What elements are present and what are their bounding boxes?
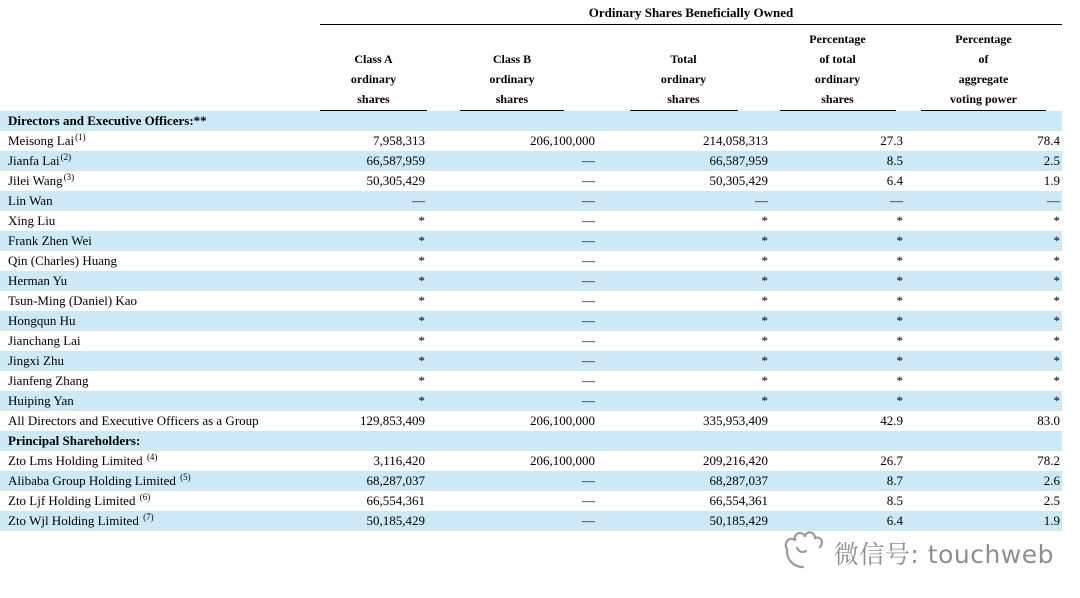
cell-value: *	[418, 353, 425, 368]
cell-value: 6.4	[886, 173, 903, 188]
cell-value	[597, 111, 770, 131]
cell-value: *	[1053, 373, 1060, 388]
cell-value: 1.9	[1043, 173, 1060, 188]
cell-value: 8.7	[886, 473, 903, 488]
cell-value	[905, 111, 1062, 131]
table-row	[0, 271, 1062, 291]
cell-value: *	[1053, 273, 1060, 288]
watermark-text: 微信号: touchweb	[833, 539, 1054, 569]
cell-value	[905, 431, 1062, 451]
cell-value: 26.7	[880, 453, 903, 468]
footnote-marker: (5)	[180, 471, 191, 482]
table-row	[0, 191, 1062, 211]
table-header	[0, 0, 1062, 111]
cell-value: —	[582, 293, 595, 308]
table-row	[0, 391, 1062, 411]
cell-value: 78.4	[1037, 133, 1060, 148]
table-row	[0, 431, 1062, 451]
cell-value: —	[582, 373, 595, 388]
table-row	[0, 331, 1062, 351]
cell-value: —	[582, 473, 595, 488]
cell-value: *	[896, 393, 903, 408]
table-row	[0, 311, 1062, 331]
cell-value: *	[761, 253, 768, 268]
cell-value: —	[755, 193, 768, 208]
table-row	[0, 171, 1062, 191]
table-row	[0, 471, 1062, 491]
cell-value: 6.4	[886, 513, 903, 528]
table-row	[0, 351, 1062, 371]
cell-value: —	[582, 393, 595, 408]
row-label: Jianchang Lai	[8, 333, 81, 348]
cell-value: *	[761, 393, 768, 408]
row-label: Huiping Yan	[8, 393, 74, 408]
cell-value	[770, 111, 905, 131]
cell-value: *	[896, 293, 903, 308]
cell-value: *	[761, 213, 768, 228]
row-label: All Directors and Executive Officers as a Group	[8, 413, 259, 428]
cell-value: *	[896, 333, 903, 348]
cell-value: —	[412, 193, 425, 208]
cell-value: *	[418, 333, 425, 348]
footnote-marker: (4)	[146, 451, 158, 462]
cell-value: *	[1053, 213, 1060, 228]
cell-value: 2.5	[1043, 493, 1060, 508]
cell-value: —	[1047, 193, 1060, 208]
row-label: Lin Wan	[8, 193, 53, 208]
table-row	[0, 231, 1062, 251]
cell-value: —	[582, 513, 595, 528]
cell-value: *	[418, 253, 425, 268]
cell-value: *	[418, 313, 425, 328]
cell-value: 8.5	[886, 493, 903, 508]
cell-value: 129,853,409	[360, 413, 425, 428]
cell-value: 8.5	[886, 153, 903, 168]
row-label: Jingxi Zhu	[8, 353, 64, 368]
cell-value: —	[582, 493, 595, 508]
cell-value: *	[761, 313, 768, 328]
cell-value: *	[1053, 393, 1060, 408]
cell-value: *	[1053, 253, 1060, 268]
cell-value: 7,958,313	[373, 133, 425, 148]
table-row	[0, 251, 1062, 271]
cell-value: *	[896, 353, 903, 368]
cell-value	[320, 431, 427, 451]
cell-value: *	[761, 233, 768, 248]
watermark	[780, 528, 1054, 577]
table-row	[0, 371, 1062, 391]
cell-value: —	[582, 273, 595, 288]
row-label: Alibaba Group Holding Limited $^{(5)}$	[8, 471, 191, 488]
cell-value: —	[582, 233, 595, 248]
cell-value	[320, 111, 427, 131]
cell-value: 50,185,429	[366, 513, 425, 528]
cell-value: *	[761, 373, 768, 388]
cell-value: 78.2	[1037, 453, 1060, 468]
cell-value: *	[418, 213, 425, 228]
row-label: Hongqun Hu	[8, 313, 76, 328]
cell-value: *	[418, 293, 425, 308]
cell-value: —	[582, 173, 595, 188]
cell-value: 83.0	[1037, 413, 1060, 428]
cell-value: —	[582, 213, 595, 228]
cell-value: 50,305,429	[709, 173, 768, 188]
footnote-marker: (2)	[60, 151, 72, 162]
cell-value: *	[896, 253, 903, 268]
row-label: Tsun-Ming (Daniel) Kao	[8, 293, 138, 308]
cell-value: 42.9	[880, 413, 903, 428]
cell-value: 209,216,420	[703, 453, 768, 468]
row-label: Xing Liu	[8, 213, 56, 228]
row-label: Zto Lms Holding Limited $^{(4)}$	[8, 451, 158, 468]
cell-value	[597, 431, 770, 451]
cell-value: *	[896, 273, 903, 288]
cell-value	[427, 111, 597, 131]
footnote-marker: (6)	[139, 491, 151, 502]
cell-value: *	[1053, 293, 1060, 308]
cell-value: *	[896, 213, 903, 228]
cell-value: *	[1053, 353, 1060, 368]
table-row	[0, 131, 1062, 151]
cell-value: 50,305,429	[366, 173, 425, 188]
cell-value: 68,287,037	[709, 473, 768, 488]
cell-value: 3,116,420	[373, 453, 425, 468]
row-label: Qin (Charles) Huang	[8, 253, 118, 268]
cell-value: 206,100,000	[530, 413, 595, 428]
cell-value: —	[582, 253, 595, 268]
cell-value: *	[418, 233, 425, 248]
cell-value: —	[582, 333, 595, 348]
table-row	[0, 451, 1062, 471]
row-label: Meisong Lai$^{(1)}$	[8, 131, 86, 148]
row-label: Jilei Wang$^{(3)}$	[8, 171, 75, 188]
cell-value: *	[896, 313, 903, 328]
table-row	[0, 291, 1062, 311]
cell-value: 27.3	[880, 133, 903, 148]
footnote-marker: (3)	[63, 171, 75, 182]
row-label: Directors and Executive Officers:**	[8, 113, 207, 128]
cell-value: 66,587,959	[366, 153, 425, 168]
cell-value: *	[761, 293, 768, 308]
cell-value: 66,587,959	[709, 153, 768, 168]
cell-value: —	[582, 153, 595, 168]
cell-value: —	[582, 193, 595, 208]
column-header: Percentage of aggregate voting power	[905, 27, 1062, 111]
cell-value: 214,058,313	[703, 133, 768, 148]
cell-value: —	[582, 353, 595, 368]
footnote-marker: (1)	[75, 131, 86, 142]
column-headers	[320, 27, 1062, 111]
row-label: Jianfeng Zhang	[8, 373, 89, 388]
cell-value: *	[418, 273, 425, 288]
cell-value: *	[1053, 333, 1060, 348]
cell-value	[427, 431, 597, 451]
cell-value: *	[896, 233, 903, 248]
table-row	[0, 151, 1062, 171]
cell-value: *	[1053, 313, 1060, 328]
cell-value: *	[761, 353, 768, 368]
cell-value: *	[761, 333, 768, 348]
table-header-spacer	[0, 0, 320, 111]
cell-value: —	[890, 193, 903, 208]
cell-value: 2.5	[1043, 153, 1060, 168]
table-rows	[0, 111, 1062, 531]
cell-value: *	[896, 373, 903, 388]
row-label: Jianfa Lai$^{(2)}$	[8, 151, 72, 168]
touchweb-logo-icon	[780, 528, 826, 577]
cell-value: 66,554,361	[709, 493, 768, 508]
row-label: Principal Shareholders:	[8, 433, 141, 448]
cell-value: —	[582, 313, 595, 328]
cell-value: *	[761, 273, 768, 288]
cell-value: *	[1053, 233, 1060, 248]
cell-value: 66,554,361	[366, 493, 425, 508]
cell-value: 2.6	[1043, 473, 1060, 488]
cell-value: 1.9	[1043, 513, 1060, 528]
column-header: Total ordinary shares	[597, 27, 770, 111]
cell-value: 68,287,037	[366, 473, 425, 488]
cell-value: 206,100,000	[530, 133, 595, 148]
cell-value: 335,953,409	[703, 413, 768, 428]
cell-value: *	[418, 393, 425, 408]
cell-value: *	[418, 373, 425, 388]
table-row	[0, 491, 1062, 511]
column-header: Class A ordinary shares	[320, 27, 427, 111]
cell-value	[770, 431, 905, 451]
row-label: Frank Zhen Wei	[8, 233, 92, 248]
row-label: Zto Ljf Holding Limited $^{(6)}$	[8, 491, 151, 508]
row-label: Herman Yu	[8, 273, 68, 288]
cell-value: 50,185,429	[709, 513, 768, 528]
table-row	[0, 211, 1062, 231]
group-header-ordinary-shares: Ordinary Shares Beneficially Owned	[320, 4, 1062, 25]
table-header-columns-area	[320, 0, 1062, 111]
cell-value: 206,100,000	[530, 453, 595, 468]
footnote-marker: (7)	[143, 511, 154, 522]
row-label: Zto Wjl Holding Limited $^{(7)}$	[8, 511, 154, 528]
table-row	[0, 111, 1062, 131]
column-header: Class B ordinary shares	[427, 27, 597, 111]
table-row	[0, 411, 1062, 431]
column-header: Percentage of total ordinary shares	[770, 27, 905, 111]
